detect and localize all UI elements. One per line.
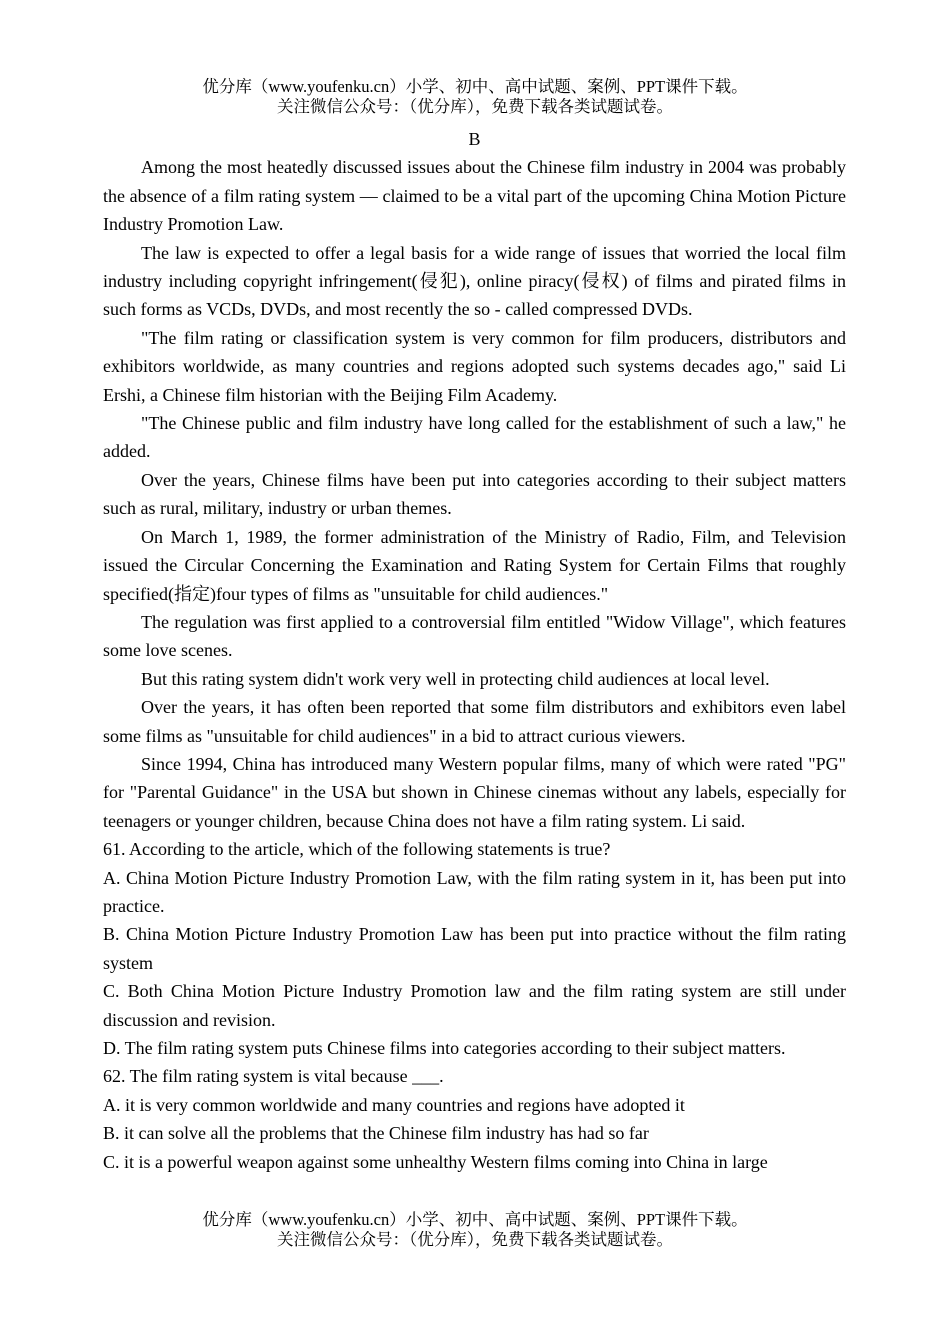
question-61: 61. According to the article, which of the following statements is true? — [103, 839, 611, 860]
question-62-option-c: C. it is a powerful weapon against some unhealthy Western films coming into China in large — [103, 1151, 768, 1172]
paragraph-6: On March 1, 1989, the former administration of the Ministry of Radio, Film, and Television issued the Circular Concerning the Examination and Rating System for Certain Films that roughly specified(指定)four types of films as "unsuitable for child audiences." — [103, 526, 846, 604]
question-62: 62. The film rating system is vital because ___. — [103, 1066, 444, 1087]
question-62-option-a: A. it is very common worldwide and many countries and regions have adopted it — [103, 1094, 685, 1115]
paragraph-5: Over the years, Chinese films have been put into categories according to their subject matters such as rural, military, industry or urban themes. — [103, 469, 846, 519]
paragraph-2: The law is expected to offer a legal basis for a wide range of issues that worried the local film industry including copyright infringement(侵犯), online piracy(侵权) of films and pirated films in such forms as VCDs, DVDs, and most recently the so - called compressed DVDs. — [103, 242, 846, 320]
section-label: B — [468, 129, 481, 149]
document-body — [103, 125, 846, 1176]
question-61-option-a: A. China Motion Picture Industry Promotion Law, with the film rating system in it, has been put into practice. — [103, 867, 846, 916]
question-62-option-b: B. it can solve all the problems that the Chinese film industry has had so far — [103, 1123, 649, 1144]
paragraph-8: But this rating system didn't work very well in protecting child audiences at local level. — [141, 668, 770, 689]
paragraph-4: "The Chinese public and film industry have long called for the establishment of such a law," he added. — [103, 413, 846, 462]
footer-line-1: 优分库（www.youfenku.cn）小学、初中、高中试题、案例、PPT课件下载。 — [202, 1210, 748, 1229]
paragraph-9: Over the years, it has often been reported that some film distributors and exhibitors even label some films as "unsuitable for child audiences" in a bid to attract curious viewers. — [103, 697, 846, 746]
question-61-option-d: D. The film rating system puts Chinese films into categories according to their subject matters. — [103, 1038, 786, 1058]
header-line-2: 关注微信公众号：（优分库），免费下载各类试题试卷。 — [277, 97, 673, 116]
page-header — [0, 77, 950, 117]
question-61-option-c: C. Both China Motion Picture Industry Promotion law and the film rating system are still under discussion and revision. — [103, 981, 846, 1030]
header-line-1: 优分库（www.youfenku.cn）小学、初中、高中试题、案例、PPT课件下载。 — [202, 77, 748, 96]
paragraph-10: Since 1994, China has introduced many Western popular films, many of which were rated "PG" for "Parental Guidance" in the USA but shown in Chinese cinemas without any labels, especially for teenagers or younger children, because China does not have a film rating system. Li said. — [103, 753, 846, 831]
page-footer — [0, 1210, 950, 1250]
paragraph-1: Among the most heatedly discussed issues about the Chinese film industry in 2004 was probably the absence of a film rating system — claimed to be a vital part of the upcoming China Motion Picture Industry Promotion Law. — [103, 157, 846, 235]
paragraph-3: "The film rating or classification system is very common for film producers, distributors and exhibitors worldwide, as many countries and regions adopted such systems decades ago," said Li Ershi, a Chinese film historian with the Beijing Film Academy. — [103, 327, 846, 405]
paragraph-7: The regulation was first applied to a controversial film entitled "Widow Village", which features some love scenes. — [103, 611, 846, 661]
question-61-option-b: B. China Motion Picture Industry Promotion Law has been put into practice without the film rating system — [103, 924, 846, 973]
footer-line-2: 关注微信公众号：（优分库），免费下载各类试题试卷。 — [277, 1230, 673, 1249]
